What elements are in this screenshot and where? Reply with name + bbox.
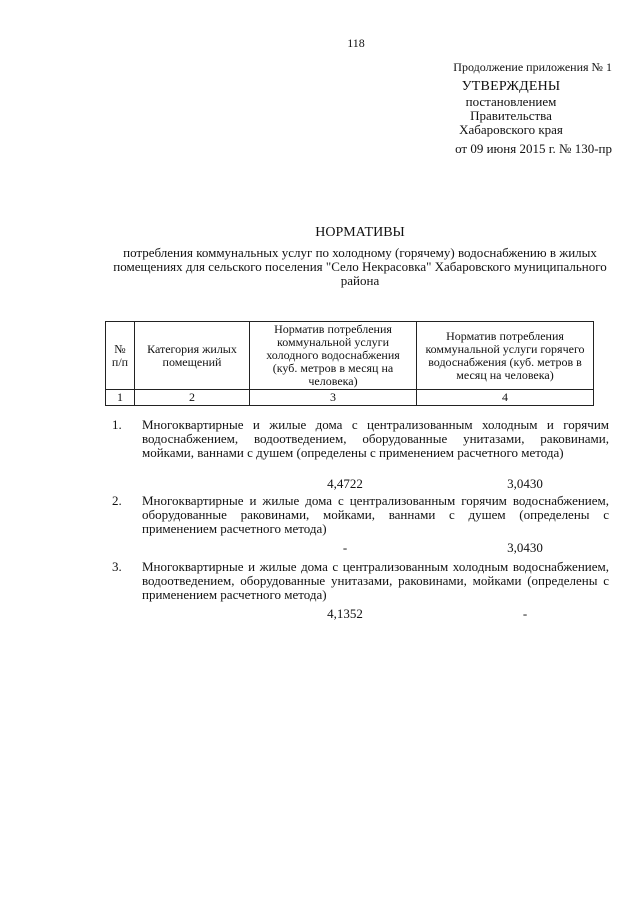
header-number: № п/п xyxy=(106,322,135,390)
cold-water-value: 4,1352 xyxy=(327,606,363,621)
norms-table-header xyxy=(105,321,594,406)
hot-water-value: - xyxy=(522,606,528,621)
issuer-line: постановлением xyxy=(465,94,557,109)
document-title: НОРМАТИВЫ xyxy=(315,225,405,240)
issuer-line: Хабаровского края xyxy=(459,122,563,137)
table-row xyxy=(112,560,609,602)
row-category: Многоквартирные и жилые дома с централизованным холодным водоснабжением, водоотведением, оборудованные унитазами, раковинами, мойками (определены с применением расчетного метода) xyxy=(142,559,609,602)
hot-water-value: 3,0430 xyxy=(507,540,543,555)
row-category: Многоквартирные и жилые дома с централизованным холодным и горячим водоснабжением, водоотведением, оборудованные унитазами, раковинами, мойками, ваннами с душем (определены с применением расчетного метода) xyxy=(142,417,609,460)
page-number: 118 xyxy=(347,36,365,50)
cold-water-value: 4,4722 xyxy=(327,476,363,491)
cold-water-value: - xyxy=(342,540,348,555)
row-number: 3. xyxy=(112,559,122,574)
row-number: 2. xyxy=(112,493,122,508)
column-number: 2 xyxy=(135,390,250,406)
issuer-line: Правительства xyxy=(470,108,552,123)
continuation-note: Продолжение приложения № 1 xyxy=(453,60,612,74)
approved-stamp: УТВЕРЖДЕНЫ xyxy=(461,79,561,94)
header-hot-water: Норматив потребления коммунальной услуги горячего водоснабжения (куб. метров в месяц на человека) xyxy=(417,322,594,390)
header-cold-water: Норматив потребления коммунальной услуги холодного водоснабжения (куб. метров в месяц на человека) xyxy=(250,322,417,390)
column-number: 3 xyxy=(250,390,417,406)
hot-water-value: 3,0430 xyxy=(507,476,543,491)
row-category: Многоквартирные и жилые дома с централизованным горячим водоснабжением, оборудованные раковинами, мойками, ваннами с душем (определены с применением расчетного метода) xyxy=(142,493,609,536)
column-number: 1 xyxy=(106,390,135,406)
table-row xyxy=(112,494,609,536)
document-subtitle: потребления коммунальных услуг по холодному (горячему) водоснабжению в жилых помещениях для сельского поселения "Село Некрасовка" Хабаровского муниципального района xyxy=(113,245,607,288)
approval-block xyxy=(380,60,612,157)
approval-date: от 09 июня 2015 г. № 130-пр xyxy=(455,141,612,156)
row-number: 1. xyxy=(112,417,122,432)
header-category: Категория жилых помещений xyxy=(135,322,250,390)
table-row xyxy=(112,418,609,460)
column-number: 4 xyxy=(417,390,594,406)
